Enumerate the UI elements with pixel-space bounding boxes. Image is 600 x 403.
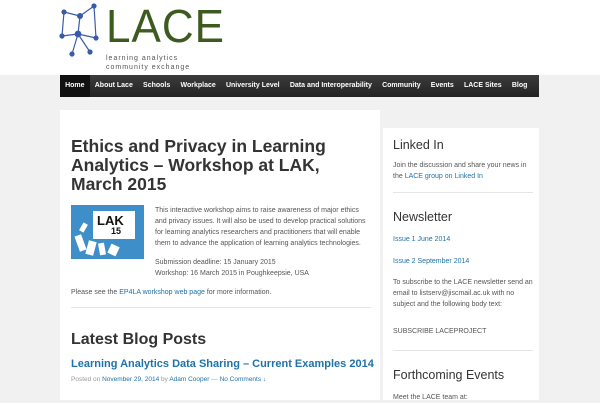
workshop-page-link[interactable]: EP4LA workshop web page (119, 289, 205, 296)
newsletter-subscribe-text: To subscribe to the LACE newsletter send an email to listserv@jiscmail.ac.uk with no subject and the following body text: (393, 279, 533, 308)
meta-separator: — (211, 376, 218, 383)
excerpt-text: This interactive workshop aims to raise awareness of major ethics and privacy issues. It will also be used to develop practical solutions for learning analytics researchers and practitioners that will enable them to advance the application of learning analytics technologies. (155, 207, 366, 247)
nav-item-home[interactable]: Home (60, 75, 90, 97)
post-title[interactable]: Ethics and Privacy in Learning Analytics – Workshop at LAK, March 2015 (71, 136, 326, 194)
blog-post-title[interactable]: Learning Analytics Data Sharing – Current Examples 2014 (71, 358, 374, 370)
nav-item-blog[interactable]: Blog (511, 82, 528, 89)
network-logo-icon[interactable] (58, 2, 102, 62)
thumb-block (85, 240, 96, 256)
more-info-prefix: Please see the (71, 289, 118, 296)
site-header (0, 0, 600, 75)
post-excerpt (155, 205, 370, 279)
thumb-block (79, 222, 88, 232)
logo-tagline-line: learning analytics (106, 55, 179, 62)
submission-deadline: Submission deadline: 15 January 2015 (155, 259, 276, 266)
nav-item-schools[interactable]: Schools (143, 82, 171, 89)
linkedin-widget-text (393, 160, 533, 182)
logo-tagline (106, 54, 196, 72)
widget-divider (393, 350, 533, 351)
linkedin-text: Join the discussion and share your news in the (393, 162, 527, 180)
thumb-block (107, 244, 119, 257)
latest-posts-heading: Latest Blog Posts (71, 331, 207, 348)
newsletter-issue-1-link[interactable]: Issue 1 June 2014 (393, 236, 451, 243)
widget-divider (393, 192, 533, 193)
blog-post-meta (71, 376, 266, 383)
post-thumbnail[interactable] (71, 205, 144, 259)
post-date-link[interactable]: November 29, 2014 (102, 376, 160, 383)
newsletter-issue-2-wrap (393, 256, 533, 267)
more-info-line (71, 289, 271, 296)
nav-item-community[interactable]: Community (382, 82, 421, 89)
by-label: by (161, 376, 168, 383)
newsletter-issue-2-link[interactable]: Issue 2 September 2014 (393, 258, 470, 265)
logo-tagline-line: community exchange (106, 64, 191, 71)
more-info-suffix: for more information. (206, 289, 272, 296)
nav-item-university-level[interactable]: University Level (225, 82, 280, 89)
nav-item-events[interactable]: Events (430, 82, 454, 89)
nav-item-data-interoperability[interactable]: Data and Interoperability (289, 82, 372, 89)
posted-on-label: Posted on (71, 376, 101, 383)
thumb-block (98, 243, 106, 256)
comments-link[interactable]: No Comments ↓ (219, 376, 267, 383)
main-content (60, 110, 380, 400)
lak-number: 15 (111, 226, 122, 236)
sidebar (383, 128, 539, 400)
newsletter-widget-title: Newsletter (393, 210, 453, 224)
newsletter-subscribe-code: SUBSCRIBE LACEPROJECT (393, 328, 487, 335)
events-widget-text: Meet the LACE team at: (393, 394, 468, 401)
nav-item-lace-sites[interactable]: LACE Sites (463, 82, 502, 89)
content-divider (71, 307, 371, 308)
workshop-date: Workshop: 16 March 2015 in Poughkeepsie, USA (155, 270, 309, 277)
main-nav (60, 75, 539, 97)
thumb-block (74, 234, 86, 251)
nav-item-workplace[interactable]: Workplace (180, 82, 216, 89)
linkedin-widget-title: Linked In (393, 138, 444, 152)
author-link[interactable]: Adam Cooper (169, 376, 210, 383)
newsletter-issue-1-wrap (393, 234, 533, 245)
lak-label: LAK (97, 213, 124, 228)
nav-item-about-lace[interactable]: About Lace (94, 82, 133, 89)
logo-wordmark[interactable]: LACE (106, 0, 225, 53)
linkedin-group-link[interactable]: LACE group on Linked In (404, 173, 483, 180)
events-widget-title: Forthcoming Events (393, 368, 505, 382)
